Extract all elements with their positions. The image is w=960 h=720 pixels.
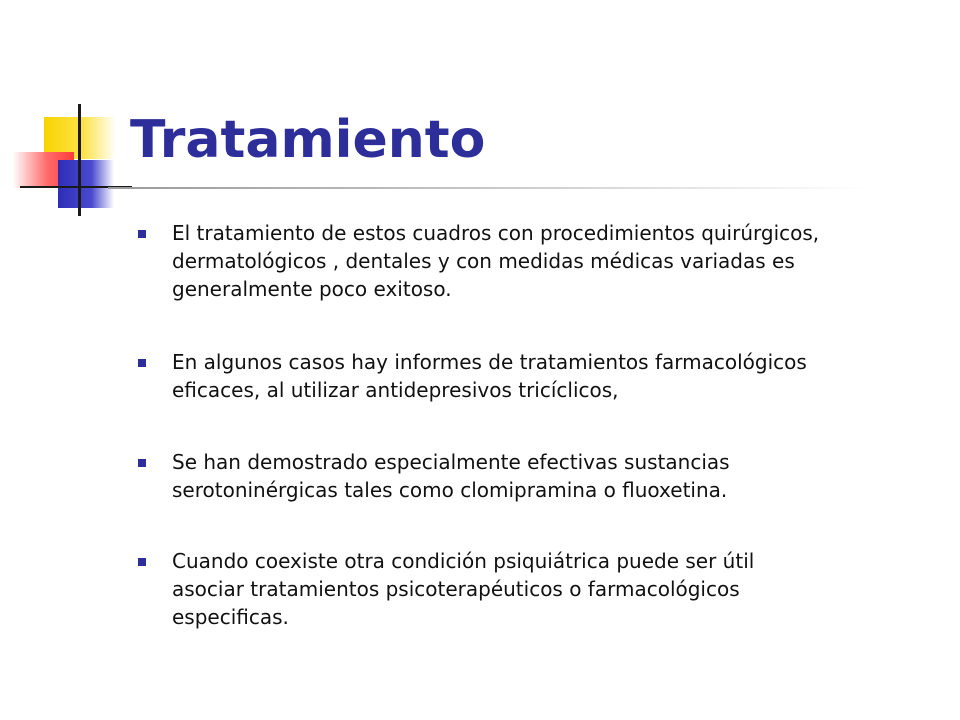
bullet-text xyxy=(172,547,934,631)
bullet-text xyxy=(172,219,934,303)
bullet-line: generalmente poco exitoso. xyxy=(172,277,452,301)
bullet-list xyxy=(134,219,934,673)
bullet-line: En algunos casos hay informes de tratamientos farmacológicos xyxy=(172,350,807,374)
bullet-line: dermatológicos , dentales y con medidas médicas variadas es xyxy=(172,249,795,273)
bullet-square-icon xyxy=(138,230,146,238)
bullet-item xyxy=(134,448,934,504)
bullet-line: Se han demostrado especialmente efectivas sustancias xyxy=(172,450,730,474)
decorative-logo-graphic xyxy=(0,0,140,230)
bullet-item xyxy=(134,547,934,631)
deco-vertical-line xyxy=(78,104,81,216)
bullet-square-icon xyxy=(138,558,146,566)
bullet-item xyxy=(134,219,934,303)
bullet-square-icon xyxy=(138,359,146,367)
bullet-item xyxy=(134,348,934,404)
bullet-line: Cuando coexiste otra condición psiquiátrica puede ser útil xyxy=(172,549,755,573)
title-underline xyxy=(108,187,868,189)
bullet-line: eficaces, al utilizar antidepresivos tricíclicos, xyxy=(172,378,619,402)
bullet-line: especificas. xyxy=(172,605,289,629)
bullet-line: serotoninérgicas tales como clomipramina o fluoxetina. xyxy=(172,478,728,502)
slide-title: Tratamiento xyxy=(130,110,486,170)
bullet-square-icon xyxy=(138,459,146,467)
bullet-line: El tratamiento de estos cuadros con procedimientos quirúrgicos, xyxy=(172,221,820,245)
deco-blue-square xyxy=(58,160,114,208)
bullet-text xyxy=(172,448,934,504)
bullet-line: asociar tratamientos psicoterapéuticos o farmacológicos xyxy=(172,577,740,601)
bullet-text xyxy=(172,348,934,404)
